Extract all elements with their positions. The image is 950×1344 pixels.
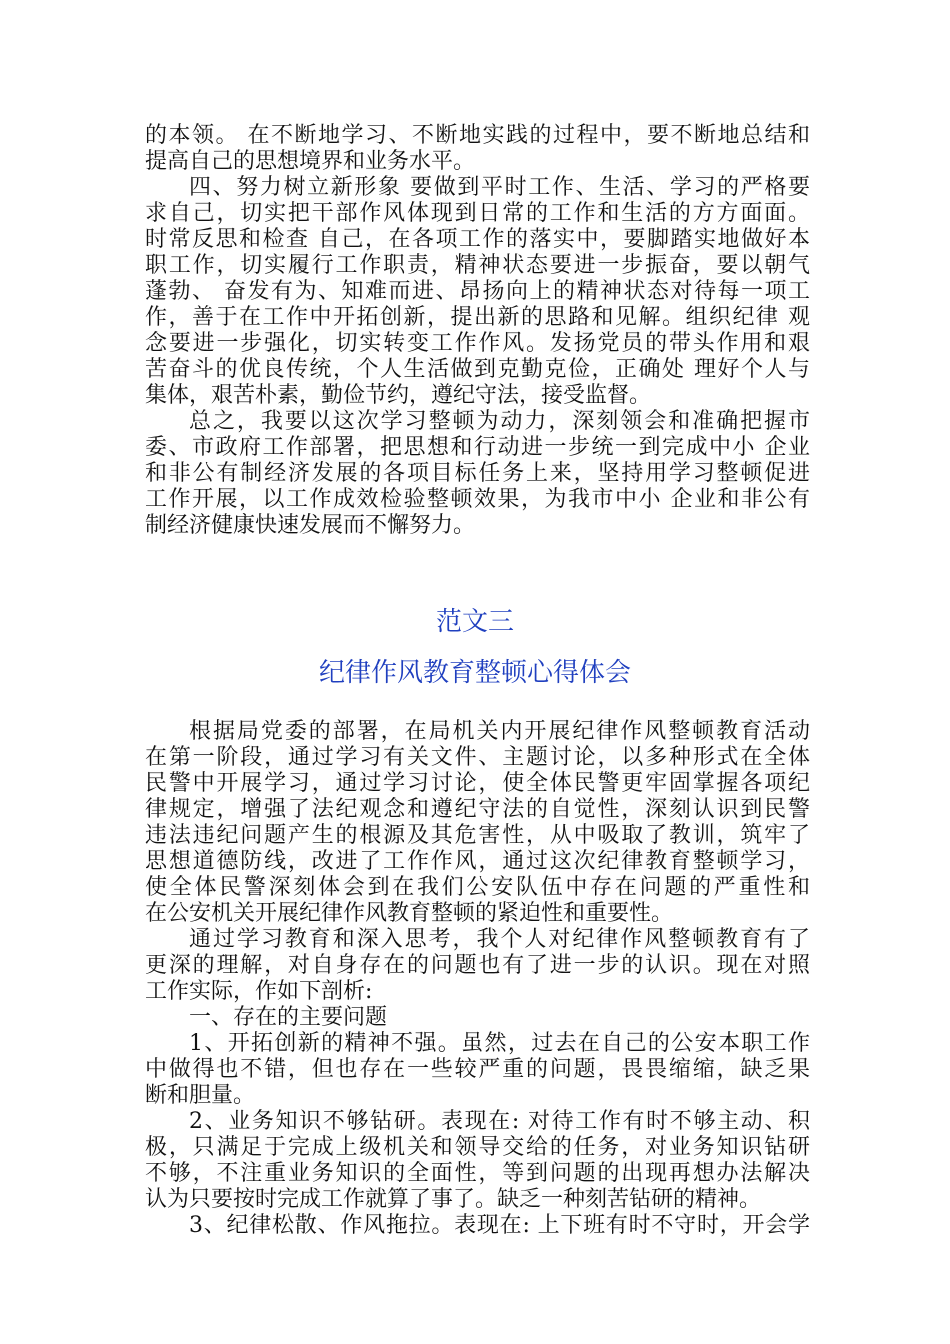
text-line: 制经济健康快速发展而不懈努力。: [145, 513, 476, 538]
text-line: 更深的理解，对自身存在的问题也有了进一步的认识。现在对照: [145, 953, 810, 978]
text-line: 2、业务知识不够钻研。表现在: 对待工作有时不够主动、积: [189, 1109, 810, 1134]
text-line: 通过学习教育和深入思考，我个人对纪律作风整顿教育有了: [189, 927, 810, 952]
paragraph-reflection: [145, 927, 810, 1005]
text-line: 时常反思和检查 自己，在各项工作的落实中，要脚踏实地做好本: [145, 227, 810, 252]
text-line: 认为只要按时完成工作就算了事了。缺乏一种刻苦钻研的精神。: [145, 1187, 762, 1212]
text-line: 的本领。 在不断地学习、不断地实践的过程中，要不断地总结和: [145, 123, 810, 148]
top-text-block: [145, 123, 810, 539]
text-line: 1、开拓创新的精神不强。虽然，过去在自己的公安本职工作: [189, 1031, 810, 1056]
bottom-text-block: [145, 719, 810, 1239]
paragraph-item-1: [145, 1031, 810, 1109]
text-line: 工作开展，以工作成效检验整顿效果，为我市中小 企业和非公有: [145, 487, 810, 512]
paragraph-conclusion: [145, 409, 810, 539]
text-line: 律规定，增强了法纪观念和遵纪守法的自觉性，深刻认识到民警: [145, 797, 810, 822]
text-line: 3、纪律松散、作风拖拉。表现在: 上下班有时不守时，开会学: [189, 1213, 810, 1238]
text-line: 根据局党委的部署，在局机关内开展纪律作风整顿教育活动: [189, 719, 810, 744]
text-line: 一、存在的主要问题: [189, 1005, 388, 1030]
text-line: 和非公有制经济发展的各项目标任务上来，坚持用学习整顿促进: [145, 461, 810, 486]
text-line: 极，只满足于完成上级机关和领导交给的任务，对业务知识钻研: [145, 1135, 810, 1160]
paragraph-intro: [145, 719, 810, 927]
article-title: 纪律作风教育整顿心得体会: [318, 658, 631, 688]
text-line: 在公安机关开展纪律作风教育整顿的紧迫性和重要性。: [145, 901, 674, 926]
text-line: 四、努力树立新形象 要做到平时工作、生活、学习的严格要: [189, 175, 810, 200]
section-label: 范文三: [435, 607, 514, 637]
text-line: 提高自己的思想境界和业务水平。: [145, 149, 476, 174]
text-line: 念要进一步强化，切实转变工作作风。发扬党员的带头作用和艰: [145, 331, 810, 356]
text-line: 作，善于在工作中开拓创新，提出新的思路和见解。组织纪律 观: [145, 305, 810, 330]
text-line: 民警中开展学习，通过学习讨论，使全体民警更牢固掌握各项纪: [145, 771, 810, 796]
text-line: 违法违纪问题产生的根源及其危害性，从中吸取了教训，筑牢了: [145, 823, 810, 848]
text-line: 工作实际，作如下剖析:: [145, 979, 373, 1004]
text-line: 断和胆量。: [145, 1083, 256, 1108]
paragraph-continuation: [145, 123, 810, 175]
paragraph-item-2: [145, 1109, 810, 1213]
text-line: 思想道德防线，改进了工作作风，通过这次纪律教育整顿学习，: [145, 849, 810, 874]
text-line: 委、市政府工作部署，把思想和行动进一步统一到完成中小 企业: [145, 435, 810, 460]
text-line: 蓬勃、 奋发有为、知难而进、昂扬向上的精神状态对待每一项工: [145, 279, 810, 304]
text-line: 中做得也不错，但也存在一些较严重的问题，畏畏缩缩，缺乏果: [145, 1057, 810, 1082]
text-line: 在第一阶段，通过学习有关文件、主题讨论，以多种形式在全体: [145, 745, 810, 770]
text-line: 不够，不注重业务知识的全面性，等到问题的出现再想办法解决: [145, 1161, 810, 1186]
text-line: 总之，我要以这次学习整顿为动力，深刻领会和准确把握市: [189, 409, 810, 434]
text-line: 求自己，切实把干部作风体现到日常的工作和生活的方方面面。: [145, 201, 810, 226]
text-line: 集体，艰苦朴素，勤俭节约，遵纪守法，接受监督。: [145, 383, 652, 408]
subheading-problems: [145, 1005, 810, 1031]
paragraph-new-image: [145, 175, 810, 409]
text-line: 使全体民警深刻体会到在我们公安队伍中存在问题的严重性和: [145, 875, 810, 900]
text-line: 苦奋斗的优良传统，个人生活做到克勤克俭，正确处 理好个人与: [145, 357, 810, 382]
paragraph-item-3: [145, 1213, 810, 1239]
text-line: 职工作，切实履行工作职责，精神状态要进一步振奋，要以朝气: [145, 253, 810, 278]
